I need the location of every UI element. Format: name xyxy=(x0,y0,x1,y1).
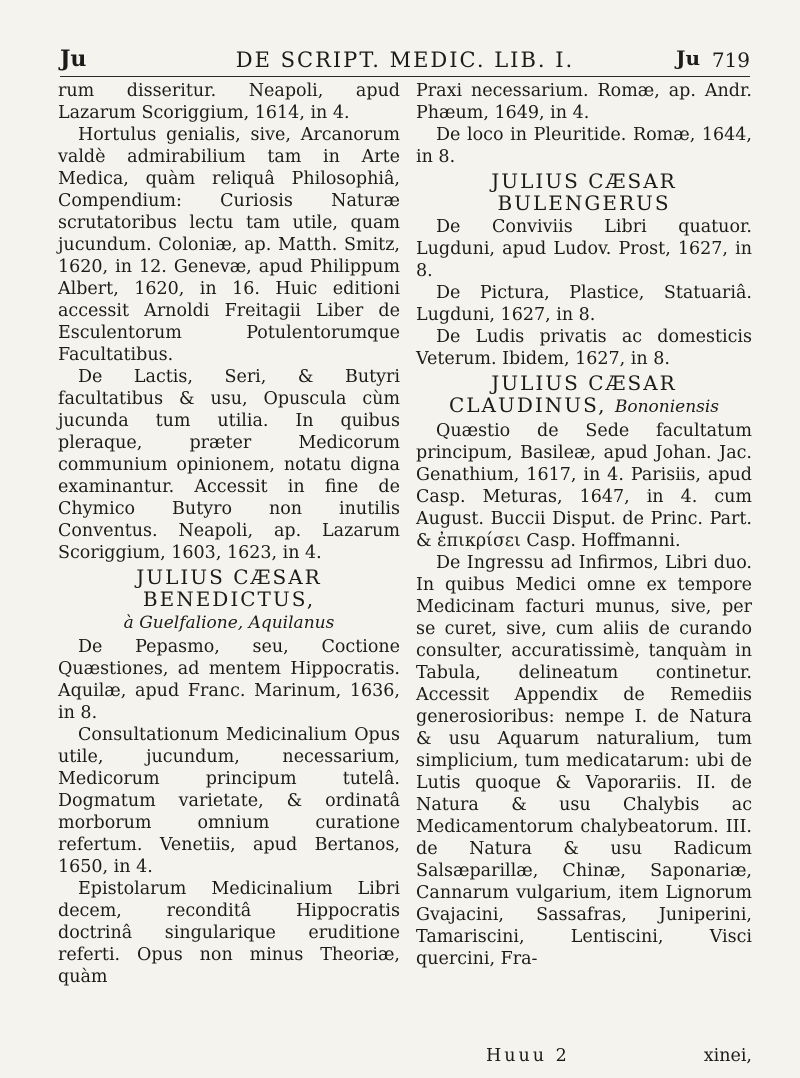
left-column xyxy=(58,80,400,988)
author-origin: à Guelfalione, Aquilanus xyxy=(123,613,335,633)
author-name: JULIUS CÆSAR BENEDICTUS, xyxy=(136,565,322,611)
author-name: JULIUS CÆSAR CLAUDINUS, xyxy=(448,371,677,417)
footer-catchword: xinei, xyxy=(703,1046,752,1066)
author-heading-bulengerus xyxy=(416,170,752,214)
entry-de-pictura: De Pictura, Plastice, Statuariâ. Lugduni, 1627, in 8. xyxy=(416,283,752,325)
author-origin: Bononiensis xyxy=(614,397,720,417)
right-column xyxy=(416,80,752,970)
signature-mark: Huuu 2 xyxy=(486,1046,570,1066)
header-right-catchword: Ju xyxy=(675,46,700,70)
entry-de-pepasmo: De Pepasmo, seu, Coctione Quæstiones, ad mentem Hippocratis. Aquilæ, apud Franc. Marinum, 1636, in 8. xyxy=(58,637,400,723)
header-left-catchword: Ju xyxy=(60,46,87,72)
entry-continuation: Praxi necessarium. Romæ, ap. Andr. Phæum, 1649, in 4. xyxy=(416,81,752,123)
entry-continuation: rum disseritur. Neapoli, apud Lazarum Scoriggium, 1614, in 4. xyxy=(58,81,400,123)
author-name: JULIUS CÆSAR BULENGERUS xyxy=(491,169,677,215)
running-title: DE SCRIPT. MEDIC. LIB. I. xyxy=(235,48,575,72)
entry-consultationum: Consultationum Medicinalium Opus utile, jucundum, necessarium, Medicorum principum tutelâ. Dogmatum varietate, & ordinatâ morborum omnium curatione refertum. Venetiis, apud Bertanos, 1650, in 4. xyxy=(58,725,400,877)
entry-de-conviviis: De Conviviis Libri quatuor. Lugduni, apud Ludov. Prost, 1627, in 8. xyxy=(416,217,752,281)
entry-de-lactis: De Lactis, Seri, & Butyri facultatibus & usu, Opuscula cùm jucunda tum utilia. In quibus pleraque, præter Medicorum communium opinionem, notatu digna examinantur. Accessit in fine de Chymico Butyro non inutilis Conventus. Neapoli, ap. Lazarum Scoriggium, 1603, 1623, in 4. xyxy=(58,367,400,563)
page-number: 719 xyxy=(711,48,750,72)
entry-de-ludis: De Ludis privatis ac domesticis Veterum. Ibidem, 1627, in 8. xyxy=(416,327,752,369)
entry-de-ingressu: De Ingressu ad Infirmos, Libri duo. In quibus Medici omne ex tempore Medicinam facturi munus, sive, per se curet, sive, cum aliis de curando consulter, accuratissimè, tanquàm in Tabula, delineatum continetur. Accessit Appendix de Remediis generosioribus: nempe I. de Natura & usu Aquarum naturalium, tum simplicium, tum medicatarum: ubi de Lutis quoque & Vaporariis. II. de Natura & usu Chalybis ac Medicamentorum chalybeatorum. III. de Natura & usu Radicum Salsæparillæ, Chinæ, Saponariæ, Cannarum vulgarium, item Lignorum Gvajacini, Sassafras, Juniperini, Tamariscini, Lentiscini, Visci quercini, Fra- xyxy=(416,553,752,969)
page-footer xyxy=(416,1046,752,1068)
entry-epistolarum: Epistolarum Medicinalium Libri decem, reconditâ Hippocratis doctrinâ singularique eruditione referti. Opus non minus Theoriæ, quàm xyxy=(58,879,400,987)
author-heading-benedictus xyxy=(58,566,400,634)
author-heading-claudinus xyxy=(416,372,752,418)
entry-de-loco: De loco in Pleuritide. Romæ, 1644, in 8. xyxy=(416,125,752,167)
entry-quaestio-de-sede: Quæstio de Sede facultatum principum, Basileæ, apud Johan. Jac. Genathium, 1617, in 4. Parisiis, apud Casp. Meturas, 1647, in 4. cum August. Buccii Disput. de Princ. Part. & ἐπικρίσει Casp. Hoffmanni. xyxy=(416,421,752,551)
running-header xyxy=(60,46,750,77)
entry-hortulus-genialis: Hortulus genialis, sive, Arcanorum valdè admirabilium tam in Arte Medica, quàm reliquâ Philosophiâ, Compendium: Curiosis Naturæ scrutatoribus lectu tam utile, quam jucundum. Coloniæ, ap. Matth. Smitz, 1620, in 12. Genevæ, apud Philippum Albert, 1620, in 16. Huic editioni accessit Arnoldi Freitagii Liber de Esculentorum Potulentorumque Facultatibus. xyxy=(58,125,400,365)
